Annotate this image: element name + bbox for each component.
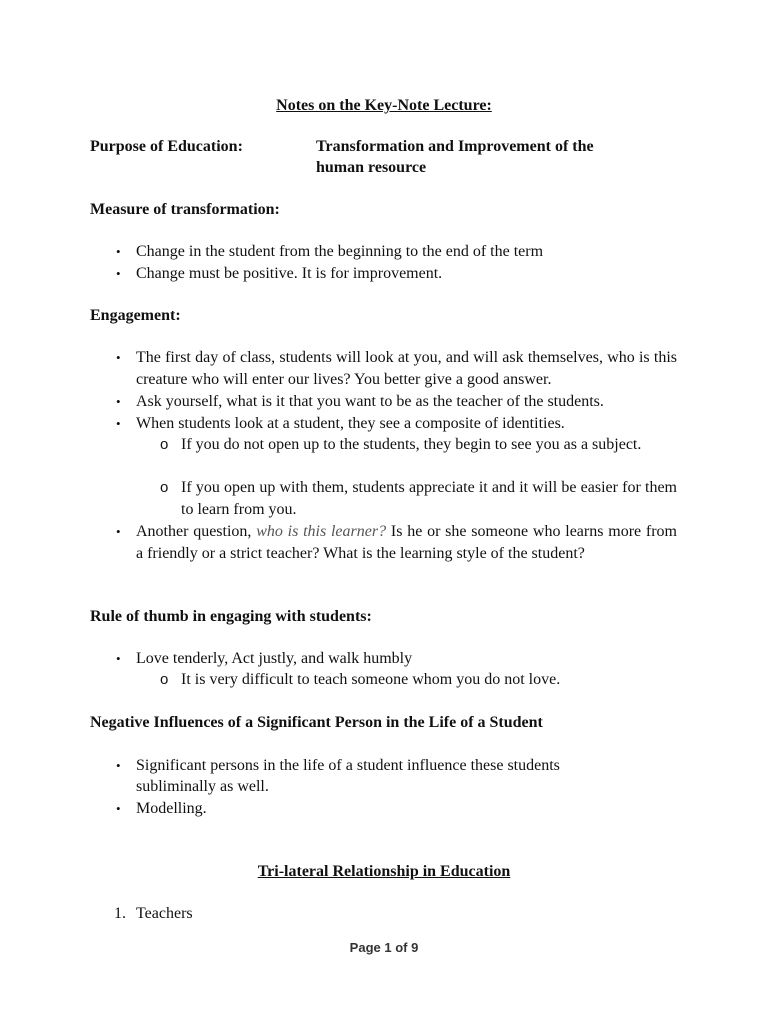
- engagement-item-1: The first day of class, students will look at you, and will ask themselves, who is this creature who will enter our lives? You better give a good answer.: [136, 349, 677, 388]
- engagement-item-2: Ask yourself, what is it that you want to be as the teacher of the students.: [136, 393, 604, 410]
- negative-heading: Negative Influences of a Significant Person in the Life of a Student: [90, 714, 543, 731]
- sub-bullet-icon: o: [160, 479, 169, 496]
- page-number-footer: Page 1 of 9: [349, 940, 419, 955]
- purpose-label: Purpose of Education:: [90, 138, 243, 155]
- measure-item-2: Change must be positive. It is for improvement.: [136, 265, 443, 282]
- rule-sub: It is very difficult to teach someone whom you do not love.: [181, 671, 561, 688]
- bullet-icon: •: [116, 394, 121, 409]
- sub-bullet-icon: o: [160, 671, 169, 688]
- purpose-value-line1: Transformation and Improvement of the: [316, 138, 594, 155]
- rule-heading: Rule of thumb in engaging with students:: [90, 608, 372, 625]
- bullet-icon: •: [116, 801, 121, 816]
- negative-item-1-line2: subliminally as well.: [136, 778, 269, 795]
- bullet-icon: •: [116, 350, 121, 365]
- rule-item: Love tenderly, Act justly, and walk humbly: [136, 650, 413, 667]
- measure-heading: Measure of transformation:: [90, 201, 280, 218]
- negative-item-2: Modelling.: [136, 800, 207, 817]
- bullet-icon: •: [116, 651, 121, 666]
- engagement-heading: Engagement:: [90, 307, 181, 324]
- document-title: Notes on the Key-Note Lecture:: [276, 97, 492, 114]
- engagement-item-4-pre: Another question,: [136, 523, 257, 540]
- sub-bullet-icon: o: [160, 436, 169, 453]
- engagement-sub-1: If you do not open up to the students, they begin to see you as a subject.: [181, 436, 642, 453]
- engagement-sub-2: If you open up with them, students appreciate it and it will be easier for them to learn from you.: [181, 479, 677, 518]
- bullet-icon: •: [116, 416, 121, 431]
- measure-item-1: Change in the student from the beginning to the end of the term: [136, 243, 544, 260]
- engagement-item-3: When students look at a student, they see a composite of identities.: [136, 415, 565, 432]
- bullet-icon: •: [116, 524, 121, 539]
- trilateral-heading: Tri-lateral Relationship in Education: [257, 863, 511, 880]
- engagement-item-4: [136, 521, 677, 564]
- engagement-item-4-post: Is he or she someone who learns more from a friendly or a strict teacher? What is the learning style of the student?: [136, 523, 677, 562]
- bullet-icon: •: [116, 758, 121, 773]
- negative-item-1-line1: Significant persons in the life of a student influence these students: [136, 757, 560, 774]
- trilateral-item-1: Teachers: [136, 905, 193, 922]
- purpose-value-line2: human resource: [316, 159, 427, 176]
- trilateral-item-1-number: 1.: [114, 905, 126, 922]
- bullet-icon: •: [116, 244, 121, 259]
- engagement-item-4-emphasis: who is this learner?: [256, 523, 387, 540]
- bullet-icon: •: [116, 266, 121, 281]
